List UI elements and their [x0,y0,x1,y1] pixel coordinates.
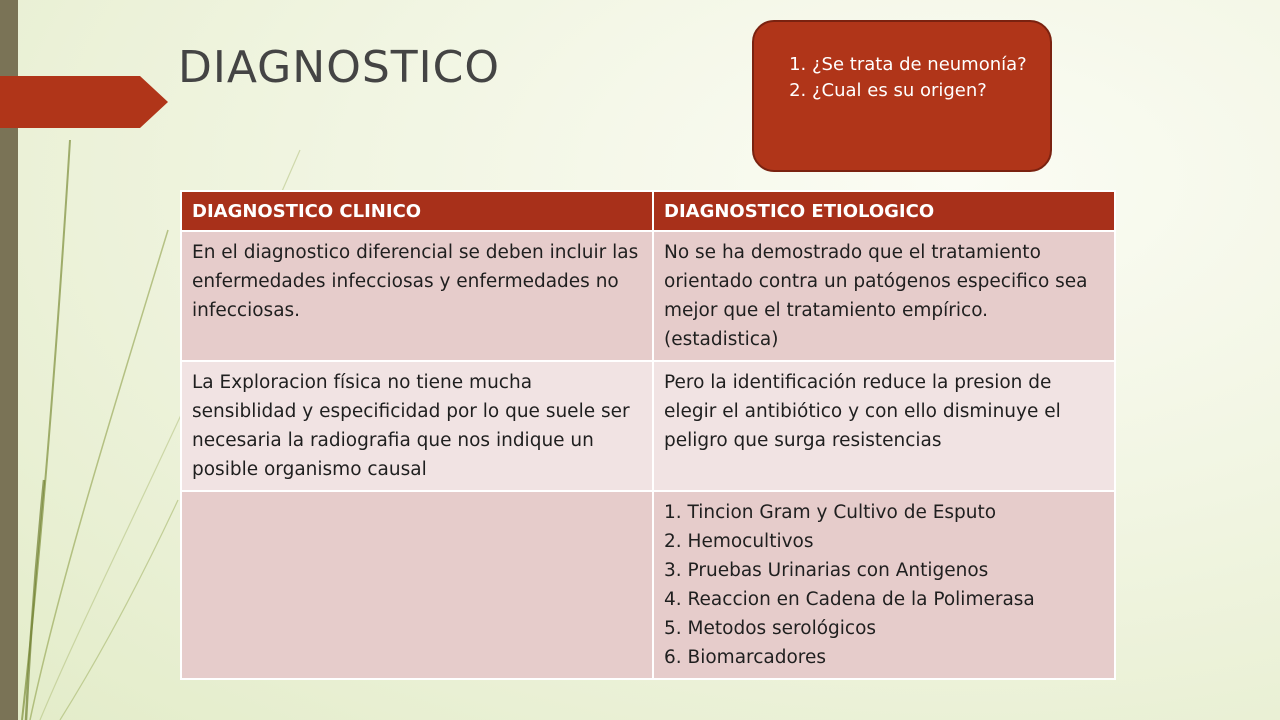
question-item: 2. ¿Cual es su origen? [812,78,1032,104]
table-row [181,491,1115,679]
left-decorative-bar [0,0,18,720]
method-item: 5. Metodos serológicos [664,618,877,639]
diagnosis-table [180,190,1116,680]
question-item: 1. ¿Se trata de neumonía? [812,52,1032,78]
table-cell-etiologico: Pero la identificación reduce la presion de elegir el antibiótico y con ello disminuye el peligro que surga resistencias [653,361,1115,491]
header-diagnostico-etiologico: DIAGNOSTICO ETIOLOGICO [653,191,1115,231]
method-item: 4. Reaccion en Cadena de la Polimerasa [664,589,1035,610]
method-item: 2. Hemocultivos [664,531,814,552]
method-item: 6. Biomarcadores [664,647,827,668]
questions-list [776,52,1032,104]
table-header-row [181,191,1115,231]
questions-callout [752,20,1052,172]
table-cell-clinico: La Exploracion física no tiene mucha sensiblidad y especificidad por lo que suele ser necesaria la radiografia que nos indique un posible organismo causal [181,361,653,491]
method-item: 1. Tincion Gram y Cultivo de Esputo [664,502,997,523]
method-item: 3. Pruebas Urinarias con Antigenos [664,560,989,581]
table-cell-etiologico: No se ha demostrado que el tratamiento orientado contra un patógenos especifico sea mejor que el tratamiento empírico. (estadistica) [653,231,1115,361]
table-cell-methods-list [653,491,1115,679]
header-diagnostico-clinico: DIAGNOSTICO CLINICO [181,191,653,231]
table-row [181,231,1115,361]
slide-title: DIAGNOSTICO [178,42,500,93]
table-row [181,361,1115,491]
table-cell-clinico: En el diagnostico diferencial se deben incluir las enfermedades infecciosas y enfermedades no infecciosas. [181,231,653,361]
table-cell-clinico-empty [181,491,653,679]
